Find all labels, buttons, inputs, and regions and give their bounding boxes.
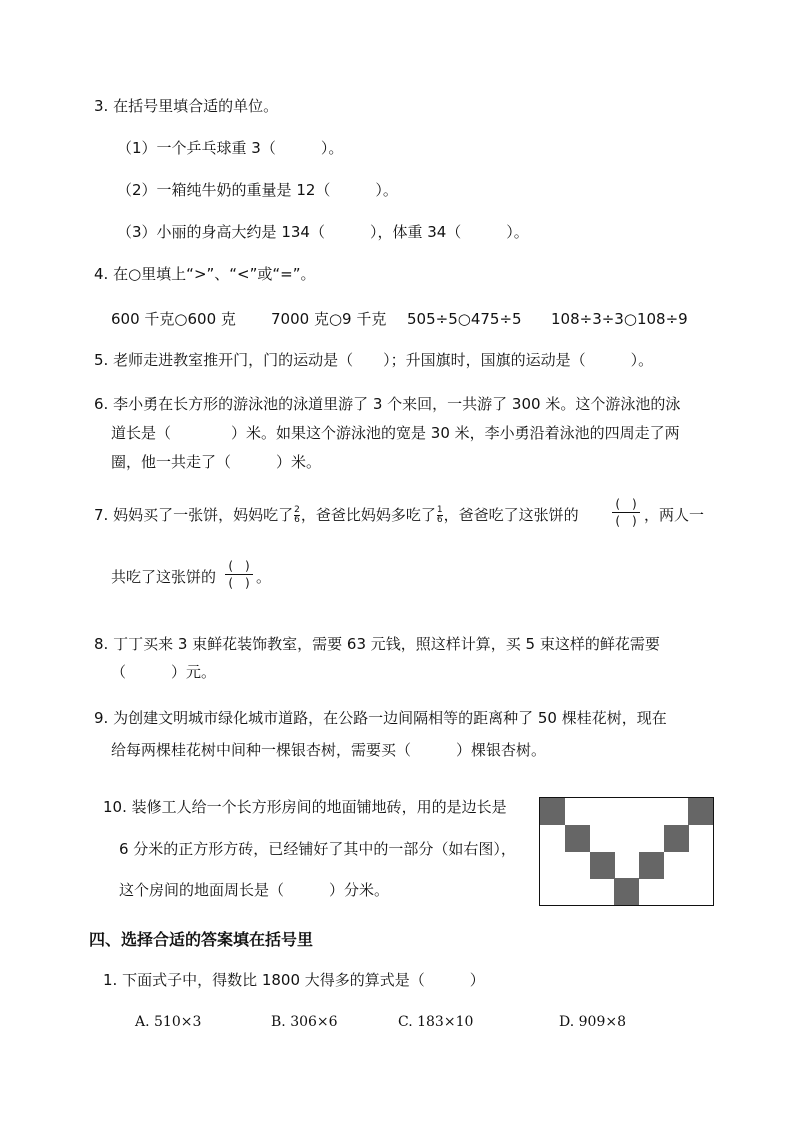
q7-line-1 [94,505,579,525]
s4-q1-option-c[interactable]: C. 183×10 [398,1014,474,1030]
q10-line-3: 这个房间的地面周长是（ ）分米。 [119,881,390,899]
q7-blank-1-den: ( ) [615,514,637,528]
q7-line-2-end: 。 [256,568,272,586]
q7-part-1: 7. 妈妈买了一张饼，妈妈吃了 [94,506,294,524]
q7-blank-2-den: ( ) [228,576,250,590]
q7-line-2: 共吃了这张饼的 [111,568,217,586]
q7-fraction-mom [294,506,300,525]
q8-line-2: （ ）元。 [111,663,217,681]
q3-item-2: （2）一箱纯牛奶的重量是 12（ ）。 [117,181,398,199]
q9-line-1: 9. 为创建文明城市绿化城市道路，在公路一边间隔相等的距离种了 50 棵桂花树，现在 [94,709,667,727]
s4-q1-text: 1. 下面式子中，得数比 1800 大得多的算式是（ ） [103,971,485,989]
q7-blank-fraction-1[interactable] [612,497,640,528]
q4-expr-2: 7000 克○9 千克 [271,310,387,328]
q3-title: 3. 在括号里填合适的单位。 [94,97,279,115]
q7-blank-fraction-2[interactable] [225,559,253,590]
q5-text: 5. 老师走进教室推开门，门的运动是（ ）；升国旗时，国旗的运动是（ ）。 [94,351,654,369]
floor-tile [664,825,689,852]
q7-part-4: ，两人一 [644,506,705,524]
q7-part-3: ，爸爸吃了这张饼的 [443,506,579,524]
q7-fraction-dad-num: 1 [436,505,443,515]
floor-tile [590,852,615,879]
q10-line-2: 6 分米的正方形方砖，已经铺好了其中的一部分（如右图）， [119,840,516,858]
floor-tile [540,798,565,825]
floor-tile-diagram [539,797,714,906]
q7-fraction-dad-den: 6 [436,515,443,525]
q6-line-1: 6. 李小勇在长方形的游泳池的泳道里游了 3 个来回，一共游了 300 米。这个游泳池的泳 [94,395,681,413]
s4-q1-option-b[interactable]: B. 306×6 [271,1014,338,1030]
q7-blank-1-bar [612,512,640,513]
q10-line-1: 10. 装修工人给一个长方形房间的地面铺地砖，用的是边长是 [103,798,507,816]
q7-blank-1-num: ( ) [615,497,637,511]
q7-blank-2-num: ( ) [228,559,250,573]
q7-fraction-mom-den: 6 [294,515,300,525]
q3-item-3: （3）小丽的身高大约是 134（ ），体重 34（ ）。 [117,223,529,241]
q9-line-2: 给每两棵桂花树中间种一棵银杏树，需要买（ ）棵银杏树。 [111,741,547,759]
section-4-title: 四、选择合适的答案填在括号里 [89,930,314,949]
q4-title: 4. 在○里填上“>”、“<”或“=”。 [94,265,316,283]
q7-blank-2-bar [225,574,253,575]
q6-line-3: 圈，他一共走了（ ）米。 [111,453,322,471]
q8-line-1: 8. 丁丁买来 3 束鲜花装饰教室，需要 63 元钱，照这样计算，买 5 束这样的鲜花需要 [94,635,660,653]
q4-expr-1: 600 千克○600 克 [111,310,236,328]
q7-fraction-mom-num: 2 [294,505,300,515]
floor-tile [639,852,664,879]
q3-item-1: （1）一个乒乓球重 3（ ）。 [117,139,344,157]
floor-tile [688,798,713,825]
q4-expr-4: 108÷3÷3○108÷9 [551,310,688,328]
s4-q1-option-a[interactable]: A. 510×3 [135,1014,202,1030]
q7-fraction-dad-extra [437,506,443,525]
q4-expr-3: 505÷5○475÷5 [407,310,522,328]
floor-tile [614,878,639,905]
floor-tile [565,825,590,852]
q7-part-2: ，爸爸比妈妈多吃了 [300,506,436,524]
q6-line-2: 道长是（ ）米。如果这个游泳池的宽是 30 米，李小勇沿着泳池的四周走了两 [111,424,680,442]
s4-q1-option-d[interactable]: D. 909×8 [559,1014,626,1030]
